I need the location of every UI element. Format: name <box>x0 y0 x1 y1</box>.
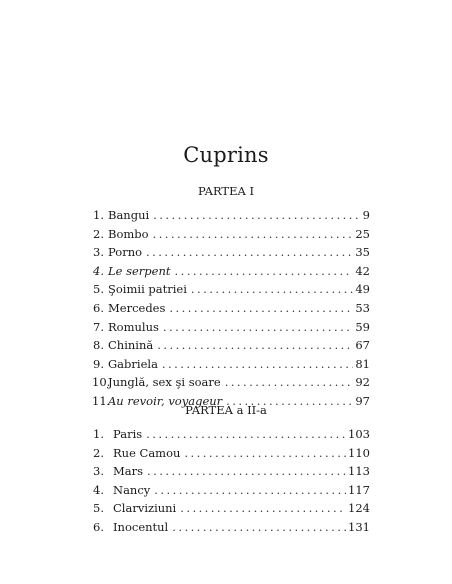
toc-entry[interactable] <box>92 462 370 481</box>
entry-number: 9. <box>93 356 104 371</box>
entry-title: Chinină <box>108 338 154 353</box>
entry-title: Paris <box>113 427 143 441</box>
entry-page: 131 <box>348 519 370 534</box>
entry-page: 35 <box>355 245 370 260</box>
toc-entry[interactable] <box>92 299 370 318</box>
entry-page: 97 <box>355 393 370 408</box>
entry-number: 5. <box>93 282 104 297</box>
entry-title: Gabriela <box>108 356 158 371</box>
part-heading-1: PARTEA I <box>197 184 254 198</box>
dot-leader <box>180 499 346 518</box>
dot-leader <box>169 299 353 318</box>
entry-title: Romulus <box>108 319 159 334</box>
entry-number: 2. <box>93 445 104 460</box>
toc-entry[interactable] <box>92 243 370 262</box>
toc-entry[interactable] <box>92 262 370 281</box>
entry-number: 2. <box>93 226 104 241</box>
entry-number: 6. <box>93 300 104 315</box>
dot-leader <box>146 243 353 262</box>
toc-entry[interactable] <box>92 318 370 337</box>
entry-title: Junglă, sex şi soare <box>108 375 221 390</box>
entry-number: 7. <box>93 319 104 334</box>
entry-page: 42 <box>355 263 370 278</box>
toc-entry[interactable] <box>92 425 370 444</box>
entry-title: Rue Camou <box>113 445 181 460</box>
entry-page: 59 <box>355 319 370 334</box>
entry-title: Şoimii patriei <box>108 282 187 297</box>
entry-title: Inocentul <box>113 519 169 534</box>
entry-page: 49 <box>355 282 370 297</box>
toc-entry[interactable] <box>92 481 370 500</box>
dot-leader <box>172 518 346 537</box>
entry-title: Mars <box>113 464 144 479</box>
entry-page: 92 <box>355 375 370 390</box>
dot-leader <box>184 444 346 463</box>
entry-title: Le serpent <box>108 263 171 278</box>
entry-number: 3. <box>93 464 104 479</box>
toc-entry[interactable] <box>92 336 370 355</box>
toc-entry[interactable] <box>92 355 370 374</box>
toc-entry[interactable] <box>92 280 370 299</box>
dot-leader <box>153 225 354 244</box>
entry-title: Bombo <box>108 226 149 241</box>
entry-page: 103 <box>348 427 370 441</box>
entry-title: Au revoir, voyageur <box>108 393 223 408</box>
dot-leader <box>154 481 346 500</box>
entry-number: 3. <box>93 245 104 260</box>
toc-part-1 <box>92 206 370 411</box>
dot-leader <box>225 373 354 392</box>
entry-number: 6. <box>93 519 104 534</box>
toc-entry[interactable] <box>92 373 370 392</box>
toc-entry[interactable] <box>92 518 370 537</box>
entry-page: 81 <box>355 356 370 371</box>
toc-entry[interactable] <box>92 206 370 225</box>
dot-leader <box>175 262 354 281</box>
entry-page: 113 <box>348 464 370 479</box>
entry-number: 8. <box>93 338 104 353</box>
entry-number: 1. <box>93 427 104 441</box>
toc-part-2 <box>92 425 370 537</box>
page-title: Cuprins <box>183 143 269 167</box>
entry-title: Porno <box>108 245 143 260</box>
entry-number: 5. <box>93 501 104 516</box>
toc-entry[interactable] <box>92 225 370 244</box>
toc-entry[interactable] <box>92 444 370 463</box>
entry-title: Nancy <box>113 482 151 497</box>
entry-page: 110 <box>348 445 370 460</box>
dot-leader <box>191 280 353 299</box>
entry-page: 53 <box>355 300 370 315</box>
dot-leader <box>146 425 346 444</box>
dot-leader <box>153 206 361 225</box>
toc-entry[interactable] <box>92 499 370 518</box>
entry-page: 117 <box>348 482 370 497</box>
entry-page: 67 <box>355 338 370 353</box>
entry-page: 25 <box>355 226 370 241</box>
dot-leader <box>147 462 346 481</box>
entry-title: Bangui <box>108 208 150 222</box>
entry-page: 124 <box>348 501 370 516</box>
dot-leader <box>163 318 353 337</box>
entry-number: 11. <box>92 393 111 408</box>
entry-title: Mercedes <box>108 300 166 315</box>
entry-number: 1. <box>93 208 104 222</box>
dot-leader <box>157 336 353 355</box>
part-heading-2: PARTEA a II-a <box>185 403 267 417</box>
dot-leader <box>162 355 353 374</box>
entry-number: 4. <box>93 482 104 497</box>
entry-number: 10. <box>92 375 111 390</box>
entry-number: 4. <box>93 263 104 278</box>
entry-title: Clarviziuni <box>113 501 177 516</box>
entry-page: 9 <box>362 208 370 222</box>
